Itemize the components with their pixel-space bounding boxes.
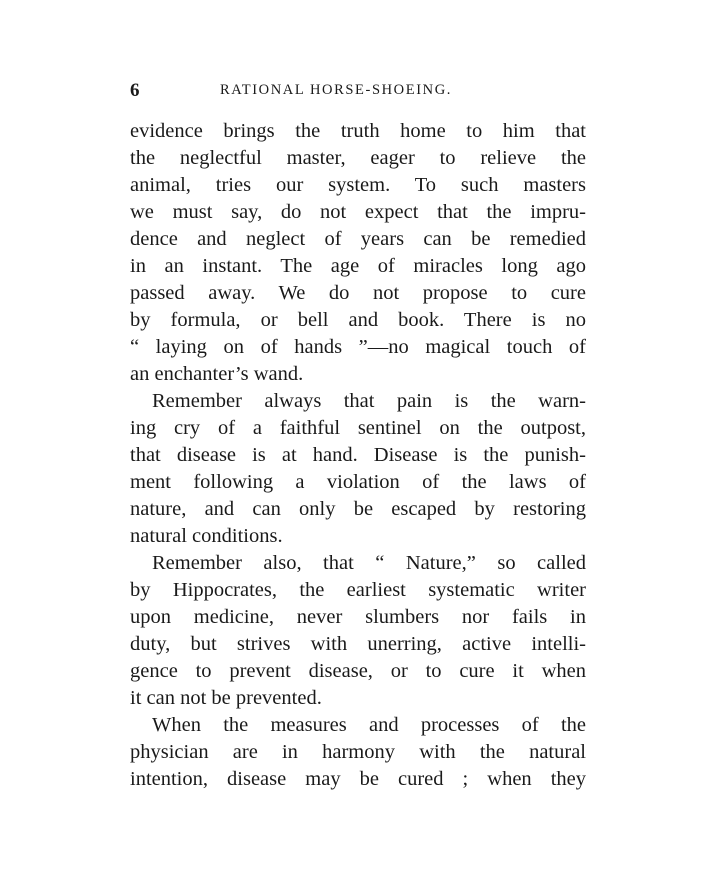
text-line: When the measures and processes of the [152, 714, 586, 736]
text-line: Remember also, that “ Nature,” so called [152, 552, 586, 574]
page-number: 6 [130, 80, 140, 101]
text-line: by Hippocrates, the earliest systematic writer [130, 579, 586, 601]
text-line: by formula, or bell and book. There is no [130, 309, 586, 331]
text-line: physician are in harmony with the natural [130, 741, 586, 763]
text-line: the neglectful master, eager to relieve the [130, 147, 586, 169]
paragraph [130, 550, 586, 712]
text-line: that disease is at hand. Disease is the punish- [130, 444, 586, 466]
book-page [130, 0, 586, 880]
text-line: natural conditions. [130, 525, 283, 547]
text-line: ment following a violation of the laws of [130, 471, 586, 493]
text-line: we must say, do not expect that the impru- [130, 201, 586, 223]
text-line: it can not be prevented. [130, 687, 322, 709]
text-line: Remember always that pain is the warn- [152, 390, 586, 412]
page-header [130, 80, 586, 104]
paragraph [130, 118, 586, 388]
text-line: dence and neglect of years can be remedied [130, 228, 586, 250]
paragraph [130, 388, 586, 550]
text-line: gence to prevent disease, or to cure it when [130, 660, 586, 682]
body-text [130, 118, 586, 793]
text-line: nature, and can only be escaped by restoring [130, 498, 586, 520]
text-line: duty, but strives with unerring, active intelli- [130, 633, 586, 655]
text-line: evidence brings the truth home to him that [130, 120, 586, 142]
text-line: in an instant. The age of miracles long ago [130, 255, 586, 277]
text-line: passed away. We do not propose to cure [130, 282, 586, 304]
text-line: an enchanter’s wand. [130, 363, 304, 385]
running-title: RATIONAL HORSE-SHOEING. [220, 82, 453, 98]
paragraph [130, 712, 586, 793]
text-line: animal, tries our system. To such masters [130, 174, 586, 196]
text-line: ing cry of a faithful sentinel on the outpost, [130, 417, 586, 439]
text-line: “ laying on of hands ”—no magical touch of [130, 336, 586, 358]
text-line: intention, disease may be cured ; when they [130, 768, 586, 790]
text-line: upon medicine, never slumbers nor fails in [130, 606, 586, 628]
